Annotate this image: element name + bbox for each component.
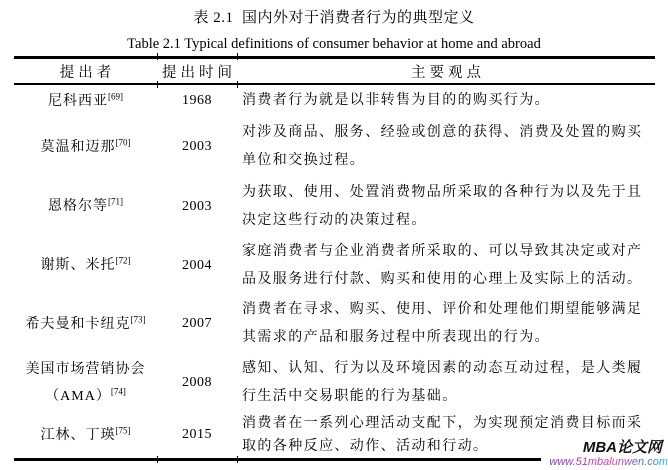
table-row [14, 236, 655, 295]
table-header-row [14, 58, 655, 85]
year-cell: 2003 [182, 198, 212, 214]
column-divider-tick [157, 53, 158, 60]
table-row [14, 177, 655, 236]
column-divider-tick [237, 81, 238, 88]
watermark-site-name: MBA论文网 [582, 439, 662, 456]
header-year: 提出时间 [157, 58, 237, 85]
year-cell: 2004 [182, 257, 212, 273]
watermark-site-url: www.51mbalunwen.com [549, 456, 668, 468]
header-viewpoint: 主要观点 [237, 58, 655, 85]
table-title-english: Table 2.1 Typical definitions of consumer behavior at home and abroad [127, 36, 541, 52]
site-watermark [541, 439, 668, 468]
citation-ref: [73] [130, 313, 146, 324]
proposer-name: 恩格尔等 [48, 199, 108, 214]
proposer-cell [14, 84, 157, 117]
year-cell: 2003 [182, 139, 212, 154]
proposer-name: 江林、丁瑛 [40, 427, 116, 443]
proposer-cell [14, 412, 157, 460]
proposer-cell [14, 295, 157, 353]
proposer-cell [14, 353, 157, 412]
citation-ref: [69] [108, 90, 123, 101]
proposer-name: 希夫曼和卡纽克 [25, 316, 131, 332]
viewpoint-cell: 消费者行为就是以非转售为目的的购买行为。 [242, 93, 550, 108]
viewpoint-cell: 消费者在一系列心理活动支配下，为实现预定消费目标而采取的各种反应、动作、活动和行动。 [242, 416, 643, 454]
citation-ref: [75] [115, 424, 131, 435]
table-row [14, 84, 655, 117]
column-divider-tick [157, 456, 158, 463]
proposer-name: 谢斯、米托 [40, 258, 116, 273]
citation-ref: [71] [108, 196, 123, 207]
year-cell: 1968 [182, 93, 212, 108]
table-title-chinese: 表 2.1 国内外对于消费者行为的典型定义 [193, 10, 475, 26]
proposer-cell [14, 117, 157, 177]
column-divider-tick [237, 456, 238, 463]
header-proposer: 提出者 [14, 58, 157, 85]
proposer-cell [14, 236, 157, 295]
citation-ref: [72] [115, 255, 131, 266]
proposer-name: 尼科西亚 [48, 93, 108, 109]
column-divider-tick [157, 81, 158, 88]
column-divider-tick [237, 53, 238, 60]
viewpoint-cell: 感知、认知、行为以及环境因素的动态互动过程，是人类履行生活中交易职能的行为基础。 [242, 360, 643, 404]
proposer-name: 美国市场营销协会（AMA） [25, 361, 146, 404]
table-row [14, 295, 655, 353]
year-cell: 2015 [182, 427, 212, 442]
proposer-cell [14, 177, 157, 236]
viewpoint-cell: 家庭消费者与企业消费者所采取的、可以导致其决定或对产品及服务进行付款、购买和使用的心理上及实际上的活动。 [242, 243, 643, 287]
table-row [14, 117, 655, 177]
table-row [14, 353, 655, 412]
definitions-table [14, 56, 655, 461]
year-cell: 2008 [182, 374, 212, 390]
viewpoint-cell: 为获取、使用、处置消费物品所采取的各种行为以及先于且决定这些行动的决策过程。 [242, 184, 643, 228]
citation-ref: [74] [110, 385, 126, 396]
citation-ref: [70] [115, 136, 131, 147]
year-cell: 2007 [182, 316, 212, 331]
proposer-name: 莫温和迈那 [40, 139, 116, 155]
viewpoint-cell: 对涉及商品、服务、经验或创意的获得、消费及处置的购买单位和交换过程。 [242, 125, 643, 168]
viewpoint-cell: 消费者在寻求、购买、使用、评价和处理他们期望能够满足其需求的产品和服务过程中所表现出的行为。 [242, 302, 643, 345]
